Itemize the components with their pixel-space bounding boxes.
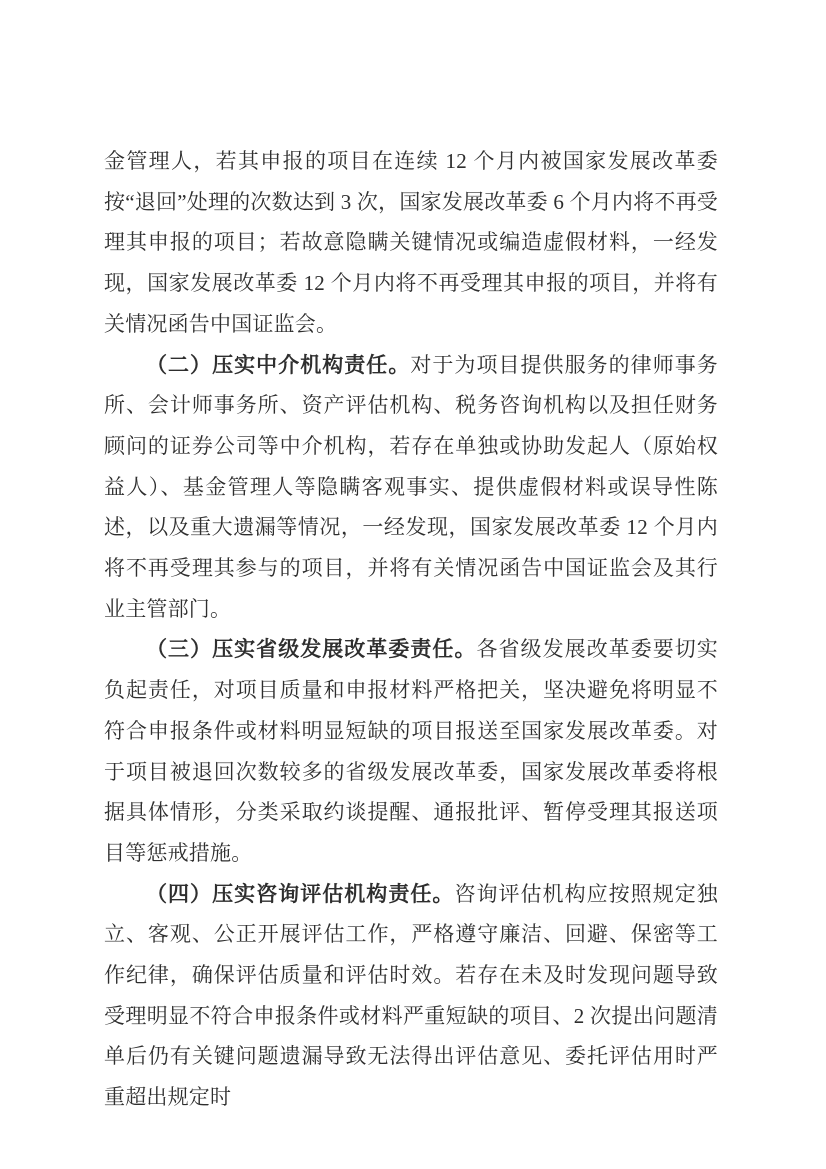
paragraph-body: 对于为项目提供服务的律师事务所、会计师事务所、资产评估机构、税务咨询机构以及担任财务顾问的证券公司等中介机构，若存在单独或协助发起人（原始权益人）、基金管理人等隐瞒客观事实、提供虚假材料或误导性陈述，以及重大遗漏等情况，一经发现，国家发展改革委 12 个月内将不再受理其参与的项目，并将有关情况函告中国证监会及其行业主管部门。 (104, 352, 718, 621)
paragraph-continuation (104, 141, 718, 345)
paragraph-section-4 (104, 874, 718, 1118)
paragraph-section-2 (104, 345, 718, 630)
section-heading: （四）压实咨询评估机构责任。 (146, 881, 455, 906)
section-heading: （三）压实省级发展改革委责任。 (146, 637, 477, 662)
paragraph-body: 金管理人，若其申报的项目在连续 12 个月内被国家发展改革委按“退回”处理的次数达到 3 次，国家发展改革委 6 个月内将不再受理其申报的项目；若故意隐瞒关键情况或编造虚假材料，一经发现，国家发展改革委 12 个月内将不再受理其申报的项目，并将有关情况函告中国证监会。 (104, 149, 718, 336)
paragraph-body: 咨询评估机构应按照规定独立、客观、公正开展评估工作，严格遵守廉洁、回避、保密等工作纪律，确保评估质量和评估时效。若存在未及时发现问题导致受理明显不符合申报条件或材料严重短缺的项目、2 次提出问题清单后仍有关键问题遗漏导致无法得出评估意见、委托评估用时严重超出规定时 (104, 881, 718, 1110)
document-text-block (104, 141, 718, 1118)
section-heading: （二）压实中介机构责任。 (146, 352, 411, 377)
paragraph-body: 各省级发展改革委要切实负起责任，对项目质量和申报材料严格把关，坚决避免将明显不符合申报条件或材料明显短缺的项目报送至国家发展改革委。对于项目被退回次数较多的省级发展改革委，国家发展改革委将根据具体情形，分类采取约谈提醒、通报批评、暂停受理其报送项目等惩戒措施。 (104, 637, 719, 865)
paragraph-section-3 (104, 629, 718, 873)
